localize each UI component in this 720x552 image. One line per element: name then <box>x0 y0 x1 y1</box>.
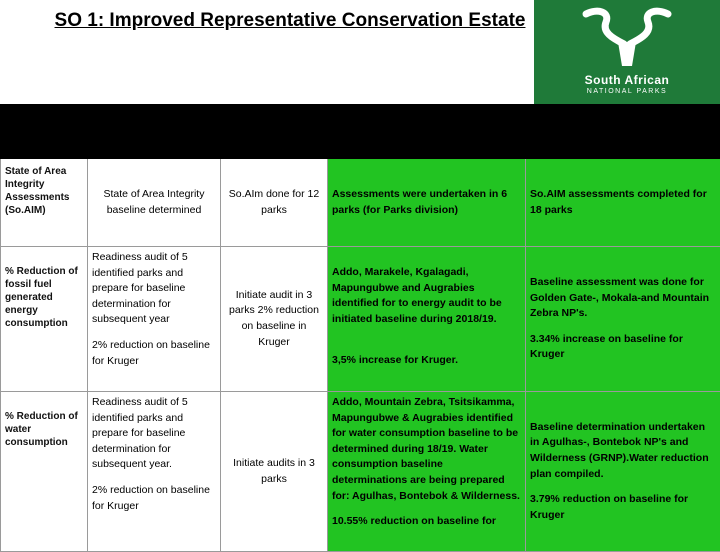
q2-progress-text: 3.34% increase on baseline for Kruger <box>530 332 716 363</box>
table-row <box>1 392 720 552</box>
annual-target-text: 2% reduction on baseline for Kruger <box>92 483 216 514</box>
logo-text-south-african: South African <box>534 73 720 87</box>
indicator-cell: % Reduction of fossil fuel generated energy consumption <box>1 247 88 392</box>
header-q2-progress: 2nd Quarter Progress and Analysis <box>526 105 720 159</box>
quarterly-target-cell: So.AIm done for 12 parks <box>221 159 328 247</box>
annual-target-cell <box>88 392 221 552</box>
q2-progress-cell <box>526 392 720 552</box>
annual-target-text: Readiness audit of 5 identified parks and prepare for baseline determination for subsequent year. <box>92 395 216 473</box>
header-annual-target: Annual Target 2017/18 <box>88 105 221 159</box>
q1-status-text: Addo, Mountain Zebra, Tsitsikamma, Mapungubwe & Augrabies identified for water consumption baseline to be determined during 18/19. Water consumption baseline determinations are being prepared for: Agulhas, Bontebok & Wilderness. <box>332 395 521 504</box>
indicator-cell: % Reduction of water consumption <box>1 392 88 552</box>
logo-text-national-parks: NATIONAL PARKS <box>534 88 720 95</box>
page-title: SO 1: Improved Representative Conservation Estate <box>40 8 540 34</box>
q2-progress-text: 3.79% reduction on baseline for Kruger <box>530 492 716 523</box>
annual-target-text: Readiness audit of 5 identified parks and prepare for baseline determination for subsequent year <box>92 250 216 328</box>
quarterly-target-cell: Initiate audits in 3 parks <box>221 392 328 552</box>
q1-status-text: 3,5% increase for Kruger. <box>332 353 521 369</box>
table-row <box>1 159 720 247</box>
table-row <box>1 247 720 392</box>
q1-status-cell <box>328 392 526 552</box>
annual-target-text: 2% reduction on baseline for Kruger <box>92 338 216 369</box>
annual-target-cell: State of Area Integrity baseline determined <box>88 159 221 247</box>
q1-status-text: 10.55% reduction on baseline for <box>332 514 521 530</box>
q1-status-text: Addo, Marakele, Kgalagadi, Mapungubwe and Augrabies identified for to energy audit to be initiated baseline during 2018/19. <box>332 265 521 327</box>
q2-progress-text: Baseline assessment was done for Golden Gate-, Mokala-and Mountain Zebra NP's. <box>530 275 716 322</box>
quarterly-target-cell: Initiate audit in 3 parks 2% reduction on baseline in Kruger <box>221 247 328 392</box>
q2-progress-text: Baseline determination undertaken in Agulhas-, Bontebok NP's and Wilderness (GRNP).Water reduction plan compiled. <box>530 420 716 482</box>
annual-target-cell <box>88 247 221 392</box>
kudu-antelope-head-icon <box>562 4 692 72</box>
so1-table <box>0 104 720 552</box>
table-header-row <box>1 105 720 159</box>
indicator-cell: State of Area Integrity Assessments (So.AIM) <box>1 159 88 247</box>
header-performance-indicators: Performance indicators <box>1 105 88 159</box>
header-quarterly-target: Quarterly Target (Q2) <box>221 105 328 159</box>
sanparks-logo <box>534 0 720 104</box>
q2-progress-cell: So.AIM assessments completed for 18 parks <box>526 159 720 247</box>
q2-progress-cell <box>526 247 720 392</box>
q1-status-cell: Assessments were undertaken in 6 parks (for Parks division) <box>328 159 526 247</box>
q1-status-cell <box>328 247 526 392</box>
header-q1-status: 1st Quarter Status <box>328 105 526 159</box>
